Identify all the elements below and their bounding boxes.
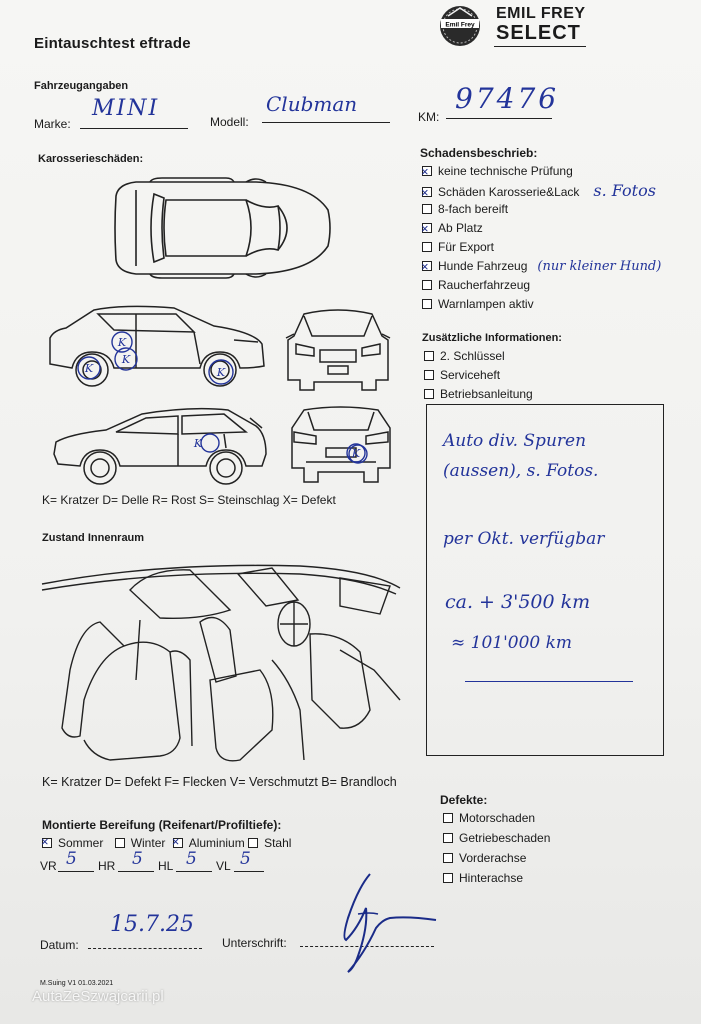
checklist-item[interactable]: Serviceheft — [424, 366, 533, 385]
checklist-item[interactable]: Warnlampen aktiv — [422, 295, 661, 314]
car-top-view-diagram — [106, 176, 332, 280]
tire-option-aluminium[interactable]: × Aluminium — [173, 836, 245, 850]
damage-description-list — [422, 162, 661, 314]
tire-option-sommer[interactable]: ×Sommer — [42, 836, 103, 850]
checklist-item[interactable]: 8-fach bereift — [422, 200, 661, 219]
checklist-item[interactable]: Motorschaden — [443, 808, 550, 828]
checkbox[interactable] — [424, 389, 434, 399]
handwritten-note: (nur kleiner Hund) — [537, 259, 662, 274]
note-line: ≈ 101'000 km — [451, 633, 573, 653]
checkbox-checked[interactable] — [173, 838, 183, 848]
car-interior-diagram — [40, 560, 410, 770]
damage-mark-k: K — [121, 353, 131, 366]
interior-legend: K= Kratzer D= Defekt F= Flecken V= Verschmutzt B= Brandloch — [42, 775, 397, 789]
checkbox[interactable] — [424, 351, 434, 361]
defects-list — [443, 808, 550, 888]
tire-options — [42, 836, 291, 850]
km-field[interactable]: 97476 — [455, 82, 560, 115]
checkbox-checked[interactable] — [42, 838, 52, 848]
marke-line — [80, 128, 188, 129]
damage-mark-k: K — [84, 362, 94, 375]
marke-label: Marke: — [34, 117, 71, 131]
logo-emblem-icon — [430, 2, 492, 48]
datum-line — [88, 948, 202, 949]
note-line: Auto div. Spuren — [443, 431, 587, 451]
depth-label-hr: HR — [98, 859, 116, 873]
tire-depths-row — [40, 849, 280, 879]
datum-field[interactable]: 15.7.25 — [110, 912, 194, 937]
modell-label: Modell: — [210, 115, 249, 129]
logo-line1: EMIL FREY — [496, 5, 586, 22]
checklist-item[interactable]: Hinterachse — [443, 868, 550, 888]
interior-label: Zustand Innenraum — [42, 532, 145, 544]
depth-label-vr: VR — [40, 859, 57, 873]
damage-mark-k: K — [216, 366, 226, 379]
checkbox-checked[interactable] — [422, 187, 432, 197]
body-damage-label: Karosserieschäden: — [38, 153, 144, 165]
checklist-item[interactable]: Betriebsanleitung — [424, 385, 533, 404]
checklist-item[interactable]: ×Hunde Fahrzeug (nur kleiner Hund) — [422, 257, 661, 276]
checklist-item[interactable]: ×keine technische Prüfung — [422, 162, 661, 181]
damage-mark-k: K — [351, 447, 361, 460]
rear-damage-mark — [344, 440, 374, 470]
checklist-item[interactable]: Vorderachse — [443, 848, 550, 868]
checklist-item[interactable]: 2. Schlüssel — [424, 347, 533, 366]
tires-label: Montierte Bereifung (Reifenart/Profiltiefe): — [42, 818, 282, 832]
checkbox[interactable] — [443, 833, 453, 843]
note-line: (aussen), s. Fotos. — [443, 461, 599, 481]
modell-line — [262, 122, 390, 123]
checkbox[interactable] — [443, 813, 453, 823]
checkbox[interactable] — [443, 853, 453, 863]
km-label: KM: — [418, 110, 440, 124]
checklist-item[interactable]: ×Schäden Karosserie&Lack s. Fotos — [422, 181, 661, 200]
km-line — [446, 118, 552, 119]
damage-description-label: Schadensbeschrieb: — [420, 146, 538, 160]
additional-info-label: Zusätzliche Informationen: — [422, 332, 562, 344]
checkbox[interactable] — [115, 838, 125, 848]
watermark: AutaZeSzwajcarii.pl — [32, 988, 164, 1005]
damage-mark-k: K — [193, 437, 203, 450]
checklist-item[interactable]: Getriebeschaden — [443, 828, 550, 848]
checkbox-checked[interactable] — [422, 166, 432, 176]
logo-underline — [494, 46, 586, 47]
datum-label: Datum: — [40, 938, 79, 952]
vehicle-section-label: Fahrzeugangaben — [34, 80, 129, 92]
checklist-item[interactable]: ×Ab Platz — [422, 219, 661, 238]
checkbox-checked[interactable] — [422, 261, 432, 271]
damage-marks-overlay — [70, 300, 361, 480]
marke-field[interactable]: MINI — [92, 96, 160, 121]
checkbox[interactable] — [422, 204, 432, 214]
defects-label: Defekte: — [440, 793, 488, 807]
checkbox[interactable] — [422, 242, 432, 252]
note-underline — [465, 681, 633, 682]
tire-option-winter[interactable]: Winter — [115, 836, 166, 850]
checklist-item[interactable]: Raucherfahrzeug — [422, 276, 661, 295]
checkbox[interactable] — [443, 873, 453, 883]
signature-image[interactable] — [318, 868, 438, 978]
logo-line2: SELECT — [496, 22, 581, 44]
depth-field-hr[interactable]: 5 — [132, 849, 143, 869]
depth-field-hl[interactable]: 5 — [186, 849, 197, 869]
damage-mark-circle — [201, 434, 219, 452]
form-title: Eintauschtest eftrade — [34, 35, 191, 52]
depth-label-vl: VL — [216, 859, 231, 873]
emil-frey-logo — [430, 2, 590, 50]
checkbox[interactable] — [422, 280, 432, 290]
logo-badge-text: Emil Frey — [445, 21, 475, 29]
depth-label-hl: HL — [158, 859, 174, 873]
checkbox-checked[interactable] — [422, 223, 432, 233]
checkbox[interactable] — [422, 299, 432, 309]
form-version: M.Suing V1 01.03.2021 — [40, 980, 114, 987]
note-line: per Okt. verfügbar — [443, 529, 605, 549]
checkbox[interactable] — [424, 370, 434, 380]
handwritten-note: s. Fotos — [593, 181, 656, 200]
depth-field-vr[interactable]: 5 — [66, 849, 77, 869]
checklist-item[interactable]: Für Export — [422, 238, 661, 257]
body-damage-legend: K= Kratzer D= Delle R= Rost S= Steinschlag X= Defekt — [42, 493, 336, 507]
notes-box[interactable] — [426, 404, 664, 756]
unterschrift-label: Unterschrift: — [222, 936, 287, 950]
modell-field[interactable]: Clubman — [266, 92, 358, 116]
additional-info-list — [424, 347, 533, 404]
checkbox[interactable] — [248, 838, 258, 848]
depth-field-vl[interactable]: 5 — [240, 849, 251, 869]
note-line: ca. + 3'500 km — [445, 591, 591, 613]
tire-option-stahl[interactable]: Stahl — [248, 836, 291, 850]
damage-mark-k: K — [117, 336, 127, 349]
